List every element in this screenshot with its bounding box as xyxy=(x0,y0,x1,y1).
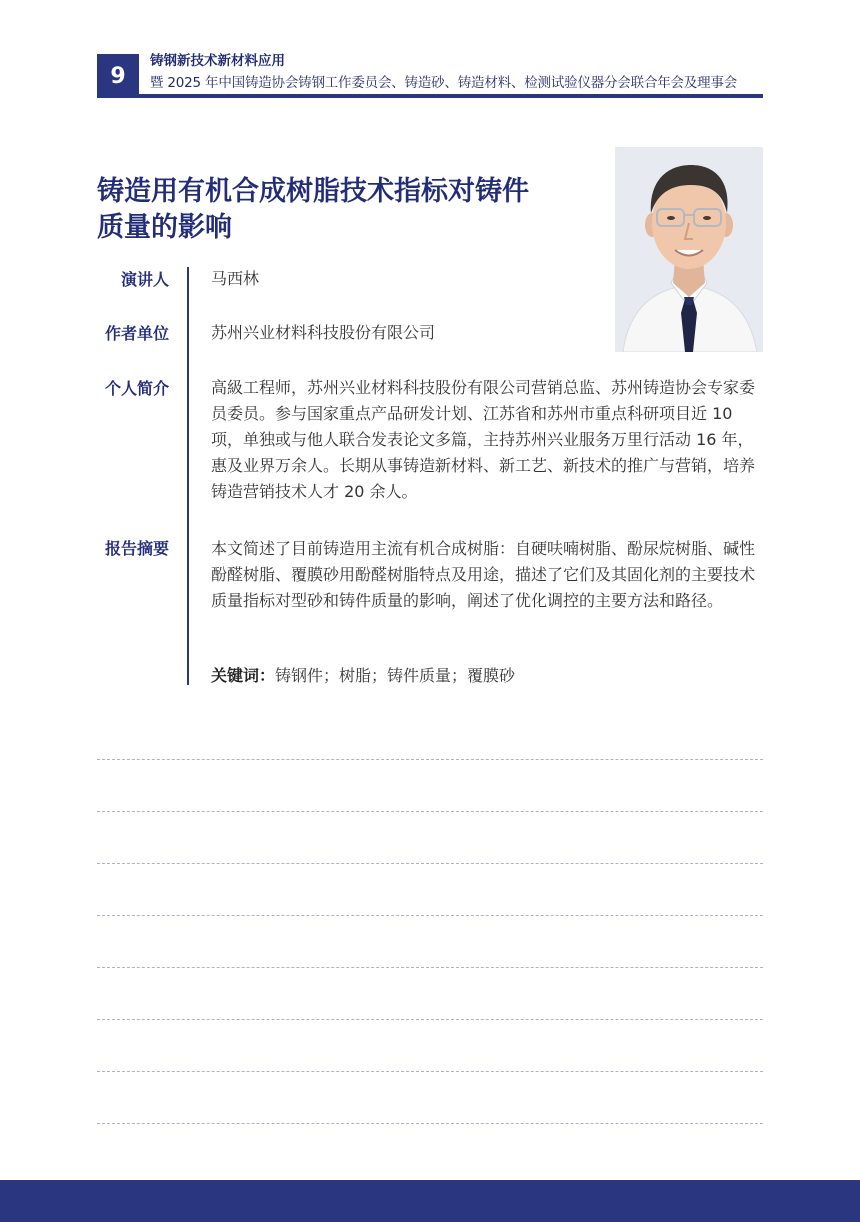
section-vertical-rule xyxy=(187,267,189,685)
notes-line xyxy=(97,967,763,968)
bio-label: 个人简介 xyxy=(104,379,169,398)
abstract-label: 报告摘要 xyxy=(104,539,169,558)
notes-line xyxy=(97,915,763,916)
page-number: 9 xyxy=(97,54,139,98)
page-header xyxy=(150,52,737,93)
header-divider xyxy=(97,94,763,98)
title-line-1: 铸造用有机合成树脂技术指标对铸件 xyxy=(97,176,529,207)
keywords-line xyxy=(211,663,764,689)
title-line-2: 质量的影响 xyxy=(97,212,232,243)
series-title: 铸钢新技术新材料应用 xyxy=(150,53,285,69)
keywords-label: 关键词： xyxy=(211,666,276,685)
affiliation-value: 苏州兴业材料科技股份有限公司 xyxy=(211,323,436,342)
bio-text: 高級工程师，苏州兴业材料科技股份有限公司营销总监、苏州铸造协会专家委员委员。参与国家重点产品研发计划、江苏省和苏州市重点科研项目近 10 项，单独或与他人联合发表论文多篇，主持苏州兴业服务万里行活动 16 年，惠及业界万余人。长期从事铸造新材料、新工艺、新技术的推广与营销，培养铸造营销技术人才 20 余人。 xyxy=(211,378,756,501)
affiliation-label: 作者单位 xyxy=(104,324,169,343)
notes-line xyxy=(97,1019,763,1020)
notes-line xyxy=(97,811,763,812)
speaker-label: 演讲人 xyxy=(120,270,169,289)
speaker-name: 马西林 xyxy=(211,269,260,288)
keywords-value: 铸钢件；树脂；铸件质量；覆膜砂 xyxy=(275,666,516,685)
abstract-text: 本文简述了目前铸造用主流有机合成树脂：自硬呋喃树脂、酚尿烷树脂、碱性酚醛树脂、覆膜砂用酚醛树脂特点及用途，描述了它们及其固化剂的主要技术质量指标对型砂和铸件质量的影响，阐述了优化调控的主要方法和路径。 xyxy=(211,539,756,610)
footer-band xyxy=(0,1180,860,1222)
notes-line xyxy=(97,1123,763,1124)
conference-title: 暨 2025 年中国铸造协会铸钢工作委员会、铸造砂、铸造材料、检测试验仪器分会联合年会及理事会 xyxy=(150,75,738,91)
notes-line xyxy=(97,759,763,760)
notes-line xyxy=(97,1071,763,1072)
notes-line xyxy=(97,863,763,864)
article-title xyxy=(97,174,577,246)
